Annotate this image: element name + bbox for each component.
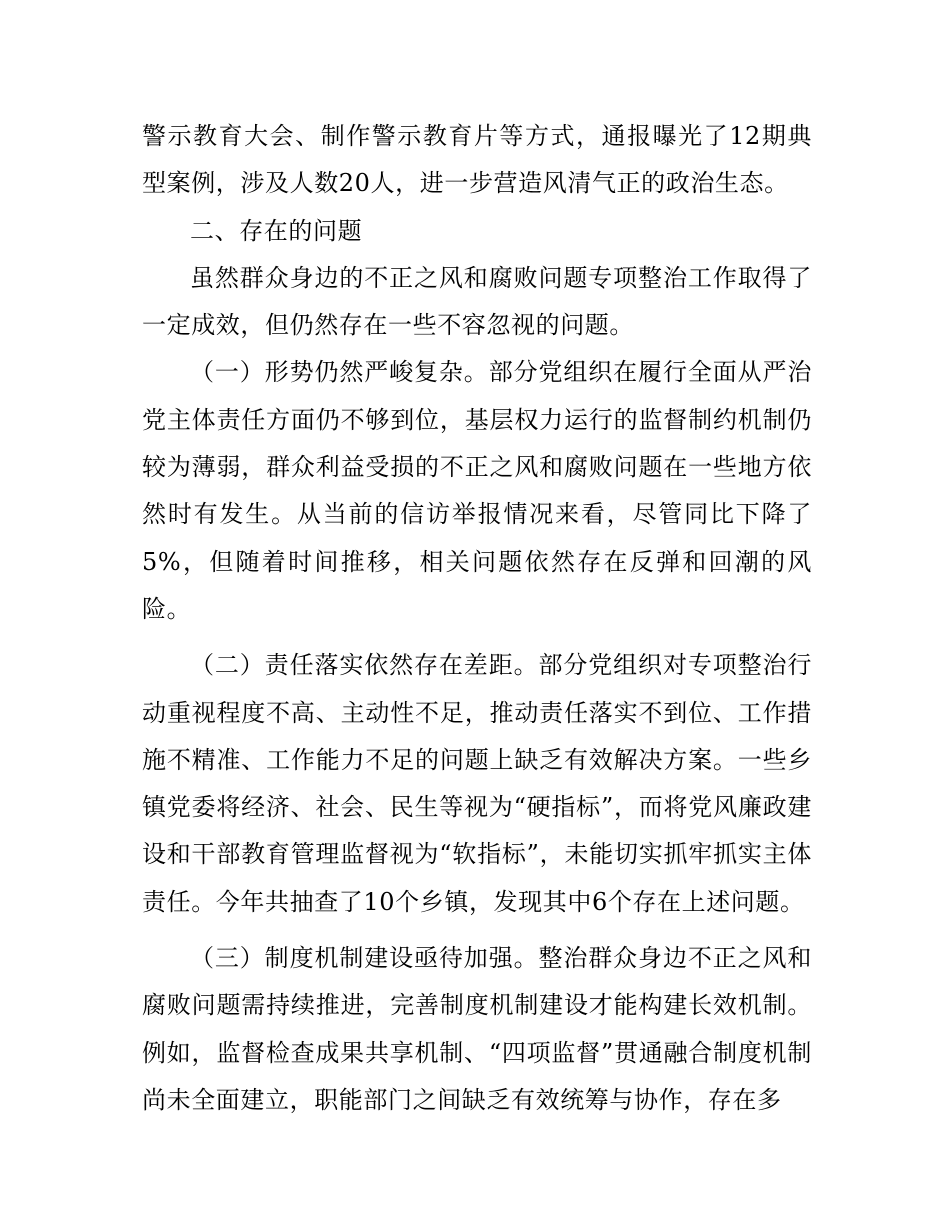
paragraph-intro: 虽然群众身边的不正之风和腐败问题专项整治工作取得了一定成效，但仍然存在一些不容忽视的问题。: [142, 263, 812, 340]
paragraph-issue-2: （二）责任落实依然存在差距。部分党组织对专项整治行动重视程度不高、主动性不足，推动责任落实不到位、工作措施不精准、工作能力不足的问题上缺乏有效解决方案。一些乡镇党委将经济、社会、民生等视为“硬指标”，而将党风廉政建设和干部教育管理监督视为“软指标”，未能切实抓牢抓实主体责任。今年共抽查了10个乡镇，发现其中6个存在上述问题。: [142, 651, 812, 916]
paragraph-issue-3: （三）制度机制建设亟待加强。整治群众身边不正之风和腐败问题需持续推进，完善制度机制建设才能构建长效机制。例如，监督检查成果共享机制、“四项监督”贯通融合制度机制尚未全面建立，职能部门之间缺乏有效统筹与协作，存在多: [142, 944, 812, 1114]
paragraph-issue-1: （一）形势仍然严峻复杂。部分党组织在履行全面从严治党主体责任方面仍不够到位，基层权力运行的监督制约机制仍较为薄弱，群众利益受损的不正之风和腐败问题在一些地方依然时有发生。从当前的信访举报情况来看，尽管同比下降了5%，但随着时间推移，相关问题依然存在反弹和回潮的风险。: [142, 358, 812, 623]
paragraph-continued: 警示教育大会、制作警示教育片等方式，通报曝光了12期典型案例，涉及人数20人，进一步营造风清气正的政治生态。: [142, 122, 812, 198]
section-heading: 二、存在的问题: [190, 216, 363, 245]
document-body: [142, 113, 812, 1124]
